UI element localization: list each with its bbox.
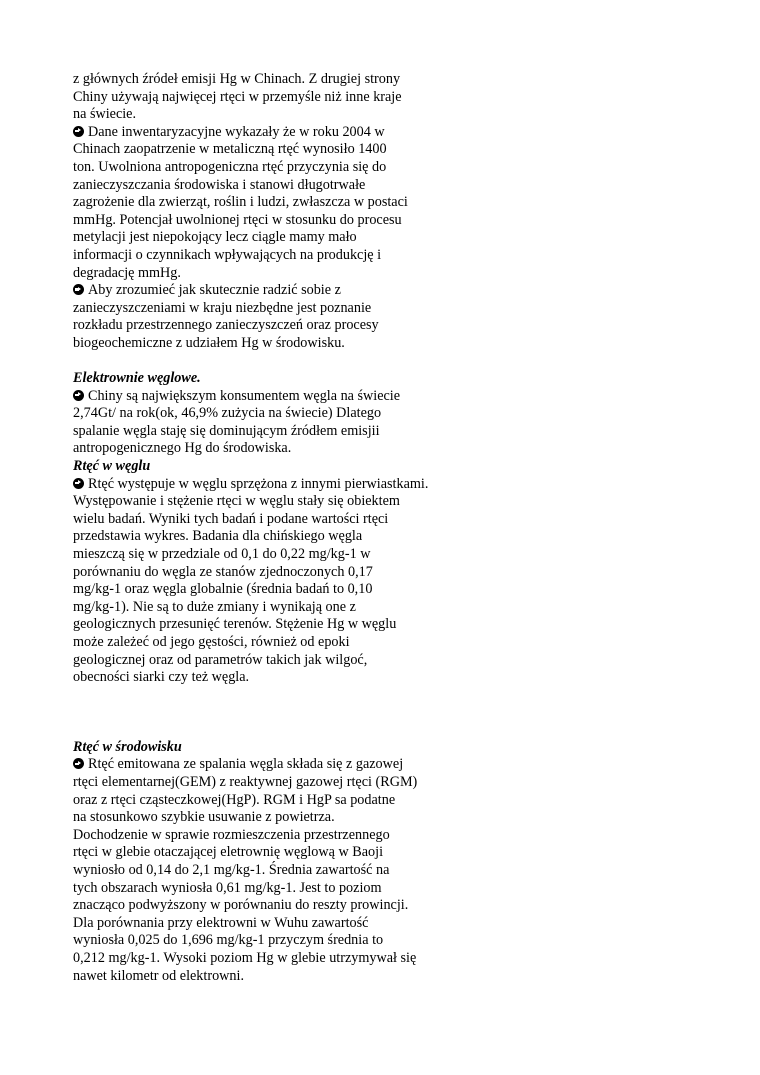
text-line: degradację mmHg.	[73, 264, 181, 281]
text-line: przedstawia wykres. Badania dla chińskiego węgla	[73, 528, 363, 545]
text-line: oraz z rtęci cząsteczkowej(HgP). RGM i HgP sa podatne	[73, 791, 396, 808]
arrow-bullet-icon	[73, 478, 84, 489]
text-line: mg/kg-1 oraz węgla globalnie (średnia badań to 0,10	[73, 581, 373, 598]
text-line	[73, 756, 493, 774]
text-line	[73, 476, 493, 494]
text-line: obecności siarki czy też węgla.	[73, 669, 250, 686]
text-line: geologicznych przesunięć terenów. Stężenie Hg w węglu	[73, 616, 397, 633]
text-line: Występowanie i stężenie rtęci w węglu stały się obiektem	[73, 493, 400, 510]
arrow-bullet-icon	[73, 284, 84, 295]
text-line: rtęci w glebie otaczającej eletrownię węglową w Baoji	[73, 844, 384, 861]
text-line: z głównych źródeł emisji Hg w Chinach. Z drugiej strony	[73, 71, 401, 87]
text-line: spalanie węgla staję się dominującym źródłem emisjii	[73, 422, 380, 439]
text-line: może zależeć od jego gęstości, również od epoki	[73, 634, 350, 650]
text-line: Chiny używają najwięcej rtęci w przemyśle niż inne kraje	[73, 88, 402, 105]
text-line: metylacji jest niepokojący lecz ciągle mamy mało	[73, 229, 357, 246]
text-line: zagrożenie dla zwierząt, roślin i ludzi, zwłaszcza w postaci	[73, 194, 408, 211]
section-heading-mercury-in-coal: Rtęć w węglu	[73, 458, 151, 475]
text-line: tych obszarach wyniosła 0,61 mg/kg-1. Jest to poziom	[73, 879, 382, 896]
text-line: mmHg. Potencjał uwolnionej rtęci w stosunku do procesu	[73, 211, 402, 228]
text-line: nawet kilometr od elektrowni.	[73, 967, 244, 984]
text-line-content: Dane inwentaryzacyjne wykazały że w roku 2004 w	[88, 123, 385, 140]
spacer	[73, 687, 493, 739]
text-line: geologicznej oraz od parametrów takich jak wilgoć,	[73, 651, 368, 668]
paragraph-mercury-in-environment	[73, 756, 493, 985]
text-line: na świecie.	[73, 106, 137, 123]
text-line: znacząco podwyższony w porównaniu do reszty prowincji.	[73, 897, 409, 914]
text-line: na stosunkowo szybkie usuwanie z powietrza.	[73, 809, 335, 826]
text-line	[73, 282, 493, 300]
text-line: mg/kg-1). Nie są to duże zmiany i wynikają one z	[73, 598, 356, 615]
text-line: informacji o czynnikach wpływających na produkcję i	[73, 246, 382, 263]
paragraph-inventory	[73, 124, 493, 282]
text-line-content: Rtęć występuje w węglu sprzężona z innymi pierwiastkami.	[88, 475, 429, 492]
spacer	[73, 353, 493, 371]
text-line: zanieczyszczania środowiska i stanowi długotrwałe	[73, 176, 366, 193]
section-heading-mercury-in-environment: Rtęć w środowisku	[73, 738, 182, 755]
text-line-content: Chiny są największym konsumentem węgla na świecie	[88, 387, 401, 404]
text-line: Dla porównania przy elektrowni w Wuhu zawartość	[73, 914, 369, 931]
text-line: Chinach zaopatrzenie w metaliczną rtęć wynosiło 1400	[73, 141, 387, 158]
document-page	[73, 71, 493, 985]
paragraph-intro	[73, 71, 493, 124]
section-heading-coal-plants: Elektrownie węglowe.	[73, 370, 201, 387]
paragraph-coal-consumption	[73, 388, 493, 458]
text-line: rozkładu przestrzennego zanieczyszczeń oraz procesy	[73, 317, 379, 334]
arrow-bullet-icon	[73, 390, 84, 401]
text-line-content: Rtęć emitowana ze spalania węgla składa się z gazowej	[88, 756, 404, 773]
text-line: wyniosło od 0,14 do 2,1 mg/kg-1. Średnia zawartość na	[73, 861, 390, 878]
paragraph-mercury-in-coal	[73, 476, 493, 687]
text-line: ton. Uwolniona antropogeniczna rtęć przyczynia się do	[73, 158, 387, 175]
text-line: biogeochemiczne z udziałem Hg w środowisku.	[73, 334, 345, 351]
text-line: Dochodzenie w sprawie rozmieszczenia przestrzennego	[73, 826, 390, 843]
text-line-content: Aby zrozumieć jak skutecznie radzić sobie z	[88, 282, 341, 299]
text-line: zanieczyszczeniami w kraju niezbędne jest poznanie	[73, 299, 372, 316]
text-line: antropogenicznego Hg do środowiska.	[73, 440, 292, 457]
text-line: 0,212 mg/kg-1. Wysoki poziom Hg w glebie utrzymywał się	[73, 949, 417, 966]
text-line: mieszczą się w przedziale od 0,1 do 0,22 mg/kg-1 w	[73, 546, 371, 563]
text-line	[73, 124, 493, 142]
arrow-bullet-icon	[73, 126, 84, 137]
arrow-bullet-icon	[73, 758, 84, 769]
text-line: wyniosła 0,025 do 1,696 mg/kg-1 przyczym średnia to	[73, 932, 384, 949]
paragraph-understanding	[73, 282, 493, 352]
text-line: porównaniu do węgla ze stanów zjednoczonych 0,17	[73, 563, 373, 580]
text-line: wielu badań. Wyniki tych badań i podane wartości rtęci	[73, 510, 389, 527]
text-line: rtęci elementarnej(GEM) z reaktywnej gazowej rtęci (RGM)	[73, 773, 418, 790]
text-line: 2,74Gt/ na rok(ok, 46,9% zużycia na świecie) Dlatego	[73, 405, 382, 422]
text-line	[73, 388, 493, 406]
